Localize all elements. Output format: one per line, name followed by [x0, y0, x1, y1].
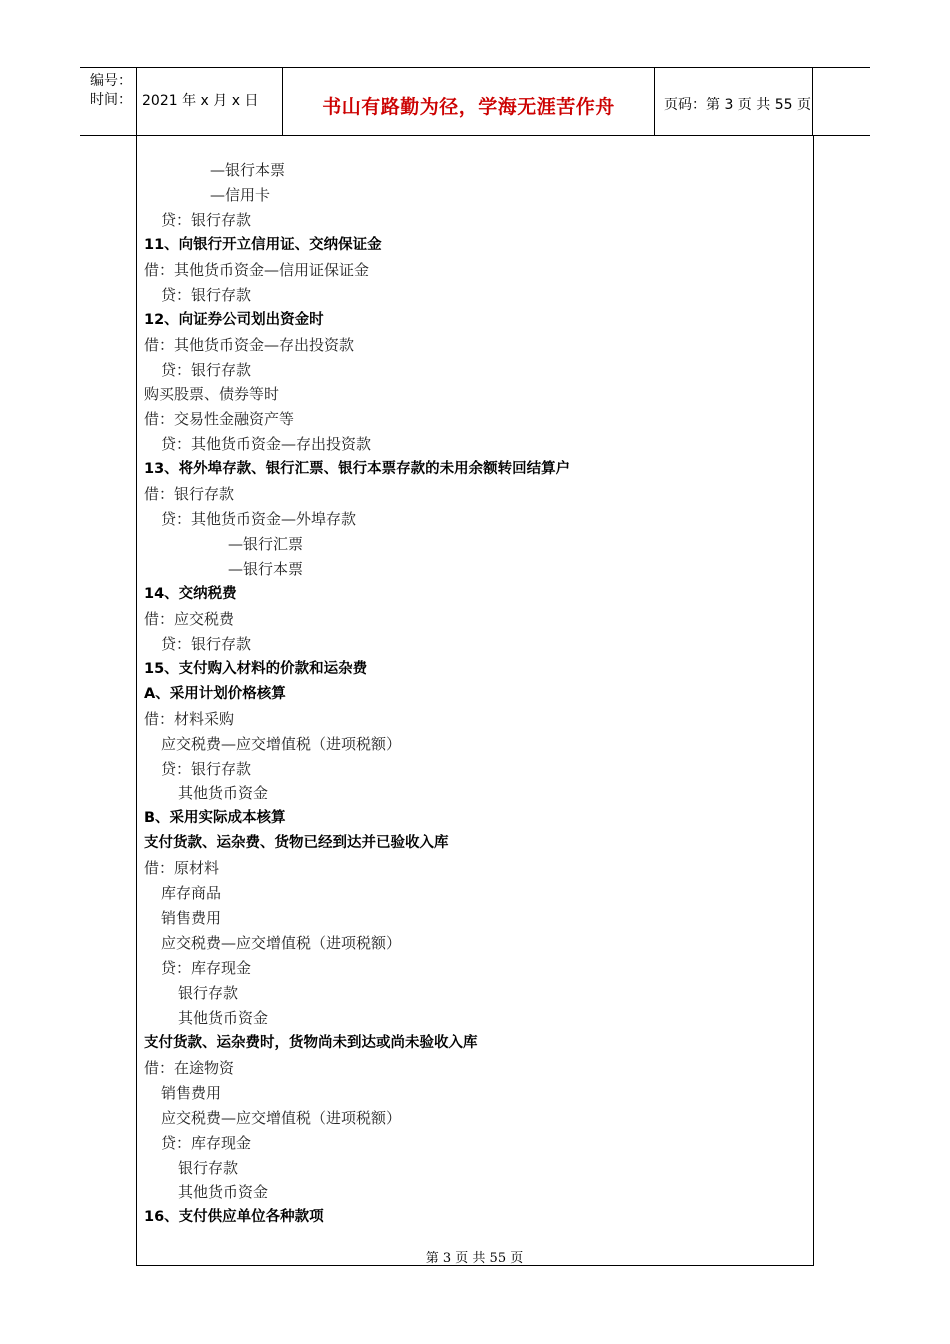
- section-heading: 支付货款、运杂费时，货物尚未到达或尚未验收入库: [144, 1034, 478, 1051]
- section-heading: 支付货款、运杂费、货物已经到达并已验收入库: [144, 835, 449, 852]
- header-divider: [812, 67, 813, 135]
- section-heading: 12、向证券公司划出资金时: [144, 311, 324, 328]
- entry-line: 借：其他货币资金—信用证保证金: [144, 260, 370, 279]
- entry-line: 贷：库存现金: [161, 959, 252, 977]
- entry-line: —银行汇票: [228, 535, 304, 554]
- header-date: 2021 年 x 月 x 日: [142, 93, 259, 109]
- header-top-rule: [80, 67, 870, 68]
- section-heading: B、采用实际成本核算: [144, 810, 286, 827]
- entry-line: 其他货币资金: [178, 784, 269, 803]
- entry-line: 借：交易性金融资产等: [144, 410, 295, 429]
- entry-line: 库存商品: [161, 884, 222, 903]
- section-heading: 16、支付供应单位各种款项: [144, 1209, 324, 1226]
- entry-line: 贷：银行存款: [161, 285, 252, 304]
- entry-line: 借：在途物资: [144, 1058, 235, 1077]
- entry-line: 借：原材料: [144, 859, 220, 878]
- entry-line: 借：材料采购: [144, 709, 235, 728]
- entry-line: 银行存款: [178, 1158, 239, 1177]
- section-heading: A、采用计划价格核算: [144, 685, 286, 702]
- section-heading: 15、支付购入材料的价款和运杂费: [144, 660, 368, 677]
- page-footer: 第 3 页 共 55 页: [425, 1251, 524, 1266]
- entry-line: 借：银行存款: [144, 485, 235, 504]
- header-divider: [654, 67, 655, 135]
- entry-line: 贷：其他货币资金—外埠存款: [161, 510, 357, 529]
- entry-line: —银行本票: [228, 560, 304, 578]
- entry-line: 其他货币资金: [178, 1008, 269, 1027]
- entry-line: 销售费用: [161, 909, 222, 928]
- entry-line: 应交税费—应交增值税（进项税额）: [161, 1108, 402, 1127]
- entry-line: 贷：库存现金: [161, 1133, 252, 1152]
- entry-line: 贷：其他货币资金—存出投资款: [161, 435, 372, 454]
- entry-line: 贷：银行存款: [161, 360, 252, 379]
- entry-line: 销售费用: [161, 1083, 222, 1102]
- document-body: [144, 158, 784, 1230]
- entry-line: 借：应交税费: [144, 609, 235, 628]
- entry-line: 贷：银行存款: [161, 634, 252, 653]
- header-divider: [136, 67, 137, 135]
- section-heading: 13、将外埠存款、银行汇票、银行本票存款的未用余额转回结算户: [144, 461, 571, 478]
- entry-line: 应交税费—应交增值税（进项税额）: [161, 934, 402, 953]
- section-heading: 14、交纳税费: [144, 585, 237, 602]
- number-label: 编号：: [90, 73, 132, 89]
- entry-line: —银行本票: [210, 161, 286, 179]
- header-meta: [90, 72, 132, 110]
- entry-line: 借：其他货币资金—存出投资款: [144, 335, 355, 354]
- entry-line: 银行存款: [178, 983, 239, 1002]
- entry-line: —信用卡: [210, 185, 271, 204]
- entry-line: 贷：银行存款: [161, 759, 252, 778]
- entry-line: 购买股票、债券等时: [144, 385, 280, 404]
- entry-line: 其他货币资金: [178, 1183, 269, 1202]
- header-page-info: 页码：第 3 页 共 55 页: [664, 97, 811, 113]
- entry-line: 应交税费—应交增值税（进项税额）: [161, 734, 402, 753]
- time-label: 时间：: [90, 92, 132, 108]
- entry-line: 贷：银行存款: [161, 210, 252, 229]
- section-heading: 11、向银行开立信用证、交纳保证金: [144, 236, 382, 253]
- header-motto: 书山有路勤为径，学海无涯苦作舟: [322, 96, 615, 118]
